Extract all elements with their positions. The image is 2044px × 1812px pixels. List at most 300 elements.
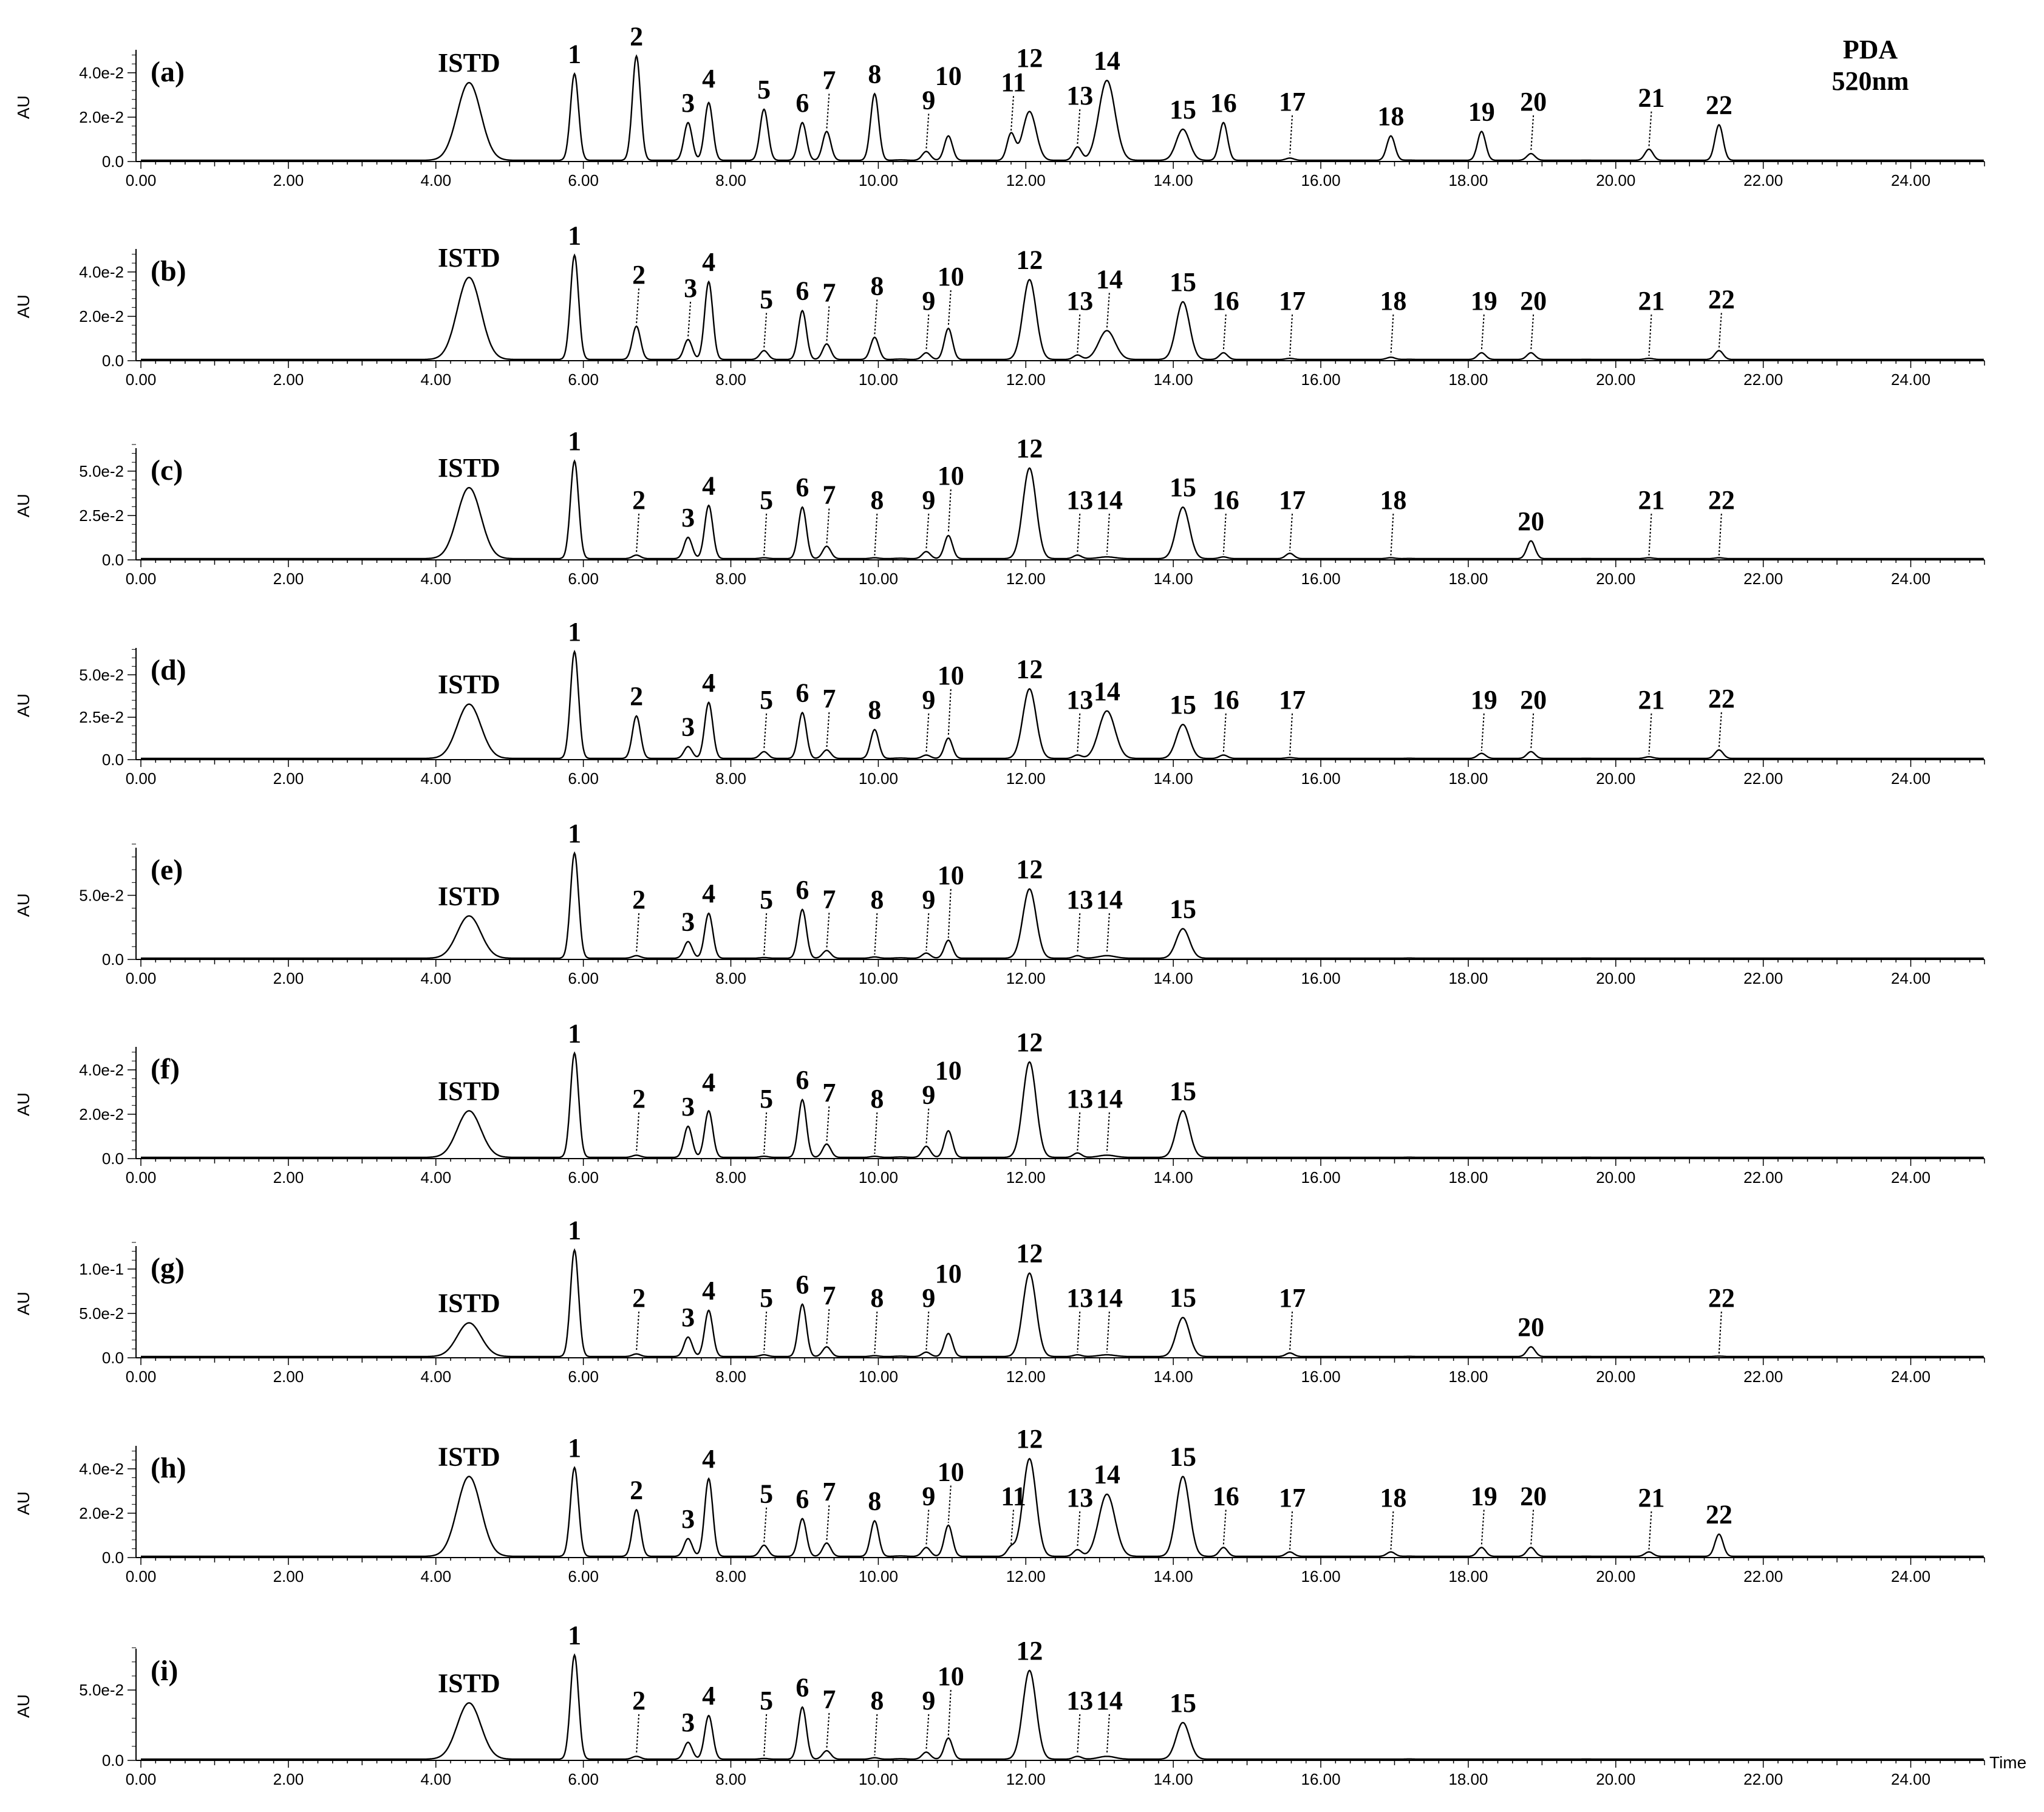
x-tick-label: 10.00 (858, 969, 898, 987)
panel-id-label: (h) (151, 1452, 186, 1484)
x-tick-label: 8.00 (715, 171, 746, 189)
x-tick-label: 24.00 (1891, 1770, 1931, 1788)
peak-label: 15 (1169, 94, 1196, 124)
peak-leader-line (1011, 96, 1013, 131)
x-tick-label: 14.00 (1153, 1567, 1193, 1586)
panel-id-label: (f) (151, 1053, 180, 1085)
peak-label: 15 (1169, 1282, 1196, 1313)
peak-label: 15 (1169, 1442, 1196, 1472)
x-tick-label: 6.00 (568, 570, 599, 588)
peak-label: 6 (795, 874, 809, 905)
peak-label: 14 (1095, 1686, 1123, 1715)
peak-label: 14 (1095, 1283, 1123, 1313)
peak-label: 21 (1638, 685, 1665, 715)
peak-label: 10 (937, 860, 964, 890)
x-tick-label: 6.00 (568, 1368, 599, 1386)
peak-label: 1 (568, 39, 582, 69)
peak-label: 12 (1016, 654, 1043, 684)
peak-label: 4 (702, 1681, 716, 1711)
peak-leader-line (1107, 514, 1109, 554)
x-tick-label: 24.00 (1891, 1567, 1931, 1586)
peak-label: 3 (681, 1091, 695, 1122)
peak-label: 13 (1066, 1686, 1094, 1715)
peak-leader-line (949, 689, 951, 735)
x-tick-label: 24.00 (1891, 769, 1931, 788)
peak-leader-line (926, 913, 928, 951)
peak-label: 7 (822, 1078, 836, 1108)
peak-label: 3 (681, 502, 695, 533)
y-tick-label: 0.0 (101, 751, 124, 769)
x-tick-label: 18.00 (1448, 1770, 1488, 1788)
peak-label: 12 (1016, 43, 1043, 73)
peak-leader-line (1290, 1511, 1292, 1550)
peak-leader-line (1391, 315, 1393, 355)
peak-leader-line (764, 1508, 766, 1543)
peak-label: 15 (1169, 1688, 1196, 1718)
y-tick-label: 0.0 (101, 1751, 124, 1769)
peak-label: 16 (1212, 485, 1239, 515)
x-tick-label: 24.00 (1891, 1168, 1931, 1187)
peak-leader-line (1649, 1511, 1651, 1550)
y-tick-label: 0.0 (101, 1349, 124, 1367)
peak-leader-line (1719, 313, 1722, 348)
peak-leader-line (1290, 714, 1292, 755)
peak-label: ISTD (438, 1442, 500, 1472)
peak-label: ISTD (438, 453, 500, 483)
y-axis-label: AU (14, 494, 33, 517)
y-axis-label: AU (14, 1292, 33, 1315)
x-tick-label: 0.00 (125, 570, 157, 588)
y-axis-label: AU (14, 893, 33, 917)
peak-label: 10 (937, 1457, 964, 1487)
peak-leader-line (874, 299, 877, 335)
x-tick-label: 16.00 (1301, 1168, 1341, 1187)
x-tick-label: 10.00 (858, 171, 898, 189)
peak-label: 2 (632, 1084, 646, 1114)
peak-leader-line (1077, 714, 1080, 752)
peak-label: 9 (922, 286, 936, 316)
peak-label: 10 (935, 61, 962, 91)
y-axis-label: AU (14, 693, 33, 717)
y-tick-label: 0.0 (101, 1150, 124, 1168)
peak-label: 7 (822, 1280, 836, 1310)
peak-leader-line (874, 1312, 877, 1354)
peak-leader-line (1531, 1510, 1533, 1545)
peak-label: 7 (822, 1477, 836, 1507)
peak-label: 13 (1066, 1084, 1094, 1114)
x-tick-label: 14.00 (1153, 1168, 1193, 1187)
peak-leader-line (949, 889, 951, 938)
peak-leader-line (1077, 913, 1080, 953)
peak-label: 6 (795, 678, 809, 708)
x-tick-label: 4.00 (420, 171, 452, 189)
x-tick-label: 22.00 (1743, 1368, 1783, 1386)
x-tick-label: 6.00 (568, 1168, 599, 1187)
chromatogram-trace (141, 853, 1984, 958)
x-tick-label: 24.00 (1891, 370, 1931, 389)
peak-leader-line (1290, 115, 1292, 155)
peak-leader-line (764, 514, 766, 556)
peak-label: 7 (822, 480, 836, 510)
peak-label: 7 (822, 278, 836, 308)
peak-label: 6 (795, 472, 809, 503)
peak-label: 10 (935, 1055, 962, 1086)
peak-label: ISTD (438, 242, 500, 273)
x-tick-label: 12.00 (1006, 1567, 1046, 1586)
peak-leader-line (764, 714, 766, 749)
peak-leader-line (1531, 115, 1533, 151)
x-tick-label: 16.00 (1301, 171, 1341, 189)
peak-label: 10 (935, 1259, 962, 1289)
peak-label: 13 (1066, 1483, 1094, 1513)
peak-label: 3 (681, 712, 695, 742)
x-tick-label: 18.00 (1448, 570, 1488, 588)
x-tick-label: 10.00 (858, 1770, 898, 1788)
chromatogram-trace (141, 652, 1984, 758)
peak-leader-line (1224, 514, 1226, 554)
x-tick-label: 20.00 (1596, 1770, 1636, 1788)
y-tick-label: 5.0e-2 (79, 1681, 124, 1700)
peak-label: 5 (760, 1479, 774, 1509)
x-tick-label: 12.00 (1006, 370, 1046, 389)
peak-leader-line (1107, 1714, 1109, 1754)
x-tick-label: 22.00 (1743, 969, 1783, 987)
peak-label: 9 (922, 685, 936, 715)
peak-label: 8 (868, 695, 882, 725)
peak-leader-line (1224, 714, 1226, 752)
y-tick-label: 2.0e-2 (79, 1504, 124, 1522)
peak-label: ISTD (438, 669, 500, 700)
peak-label: 2 (632, 1283, 646, 1313)
x-tick-label: 20.00 (1596, 570, 1636, 588)
y-tick-label: 2.5e-2 (79, 506, 124, 525)
peak-label: ISTD (438, 48, 500, 78)
peak-leader-line (1290, 1312, 1292, 1350)
peak-label: 5 (760, 685, 774, 715)
peak-label: 13 (1066, 1283, 1094, 1313)
peak-label: 8 (870, 1084, 884, 1114)
peak-label: 22 (1708, 485, 1735, 515)
peak-leader-line (1719, 514, 1722, 556)
x-tick-label: 20.00 (1596, 1368, 1636, 1386)
y-tick-label: 0.0 (101, 950, 124, 969)
x-tick-label: 14.00 (1153, 570, 1193, 588)
peak-leader-line (1482, 1510, 1484, 1545)
peak-label: 17 (1279, 685, 1306, 715)
peak-label: 8 (870, 1283, 884, 1313)
peak-label: 9 (922, 885, 936, 915)
peak-leader-line (636, 1312, 639, 1352)
x-tick-label: 12.00 (1006, 969, 1046, 987)
x-tick-label: 16.00 (1301, 1770, 1341, 1788)
x-tick-label: 14.00 (1153, 171, 1193, 189)
peak-label: ISTD (438, 881, 500, 911)
peak-label: 20 (1520, 1481, 1547, 1511)
peak-label: 1 (568, 1215, 582, 1245)
peak-label: 16 (1212, 286, 1239, 316)
peak-label: 5 (757, 74, 771, 104)
peak-leader-line (1224, 1510, 1226, 1545)
peak-label: 12 (1016, 1424, 1043, 1454)
peak-label: 14 (1095, 264, 1123, 295)
x-tick-label: 18.00 (1448, 969, 1488, 987)
x-tick-label: 6.00 (568, 969, 599, 987)
x-tick-label: 18.00 (1448, 1168, 1488, 1187)
detector-header (1831, 35, 1909, 96)
peak-label: 14 (1093, 46, 1120, 76)
panels (14, 21, 1984, 1788)
x-tick-label: 8.00 (715, 1567, 746, 1586)
x-tick-label: 10.00 (858, 1567, 898, 1586)
peak-label: 12 (1016, 245, 1043, 275)
x-tick-label: 14.00 (1153, 1770, 1193, 1788)
peak-leader-line (826, 94, 829, 129)
x-tick-label: 2.00 (273, 1567, 304, 1586)
peak-label: 21 (1638, 83, 1665, 113)
x-tick-label: 16.00 (1301, 1368, 1341, 1386)
y-axis-label: AU (14, 1491, 33, 1515)
x-tick-label: 12.00 (1006, 1368, 1046, 1386)
x-tick-label: 8.00 (715, 570, 746, 588)
x-tick-label: 6.00 (568, 171, 599, 189)
peak-label: 9 (922, 1283, 936, 1313)
peak-leader-line (1077, 109, 1080, 145)
peak-leader-line (1719, 712, 1722, 748)
peak-label: 18 (1380, 286, 1407, 316)
y-axis-label: AU (14, 95, 33, 119)
peak-label: 11 (1001, 67, 1026, 98)
panel-a (14, 21, 1984, 189)
x-tick-label: 0.00 (125, 769, 157, 788)
peak-label: 13 (1066, 286, 1094, 316)
peak-label: 10 (937, 1661, 964, 1691)
peak-leader-line (926, 114, 928, 149)
peak-leader-line (1077, 1112, 1080, 1151)
peak-leader-line (1077, 1511, 1080, 1547)
peak-label: 15 (1169, 472, 1196, 503)
chromatogram-trace (141, 1250, 1984, 1357)
peak-label: 20 (1520, 685, 1547, 715)
peak-leader-line (874, 514, 877, 556)
x-tick-label: 2.00 (273, 1368, 304, 1386)
y-axis-label: AU (14, 1694, 33, 1718)
peak-leader-line (826, 913, 829, 948)
chromatogram-trace (141, 255, 1984, 359)
peak-leader-line (636, 1112, 639, 1153)
peak-leader-line (926, 514, 928, 549)
peak-label: 13 (1066, 885, 1094, 915)
peak-label: 8 (868, 1486, 882, 1516)
x-tick-label: 16.00 (1301, 969, 1341, 987)
peak-label: 22 (1708, 684, 1735, 714)
peak-label: 5 (760, 885, 774, 915)
peak-leader-line (826, 1309, 829, 1344)
peak-label: 22 (1705, 1499, 1732, 1530)
peak-label: 5 (760, 284, 774, 315)
peak-leader-line (826, 306, 829, 341)
peak-label: 15 (1169, 267, 1196, 297)
x-tick-label: 4.00 (420, 969, 452, 987)
peak-label: 4 (702, 1067, 716, 1097)
x-tick-label: 20.00 (1596, 769, 1636, 788)
y-tick-label: 4.0e-2 (79, 1060, 124, 1079)
x-tick-label: 8.00 (715, 769, 746, 788)
peak-leader-line (874, 1112, 877, 1154)
peak-label: 16 (1212, 685, 1239, 715)
x-tick-label: 22.00 (1743, 1567, 1783, 1586)
peak-label: 2 (632, 885, 646, 915)
panel-c (14, 426, 1984, 588)
peak-leader-line (874, 1714, 877, 1756)
peak-label: 3 (681, 1708, 695, 1738)
panel-b (14, 220, 1984, 389)
peak-label: 15 (1169, 690, 1196, 720)
peak-label: 15 (1169, 1076, 1196, 1106)
peak-label: 13 (1066, 81, 1094, 111)
peak-leader-line (1649, 112, 1651, 147)
y-tick-label: 5.0e-2 (79, 462, 124, 480)
peak-label: 12 (1016, 854, 1043, 884)
panel-id-label: (e) (151, 854, 183, 886)
peak-leader-line (826, 712, 829, 748)
peak-leader-line (1290, 315, 1292, 356)
y-tick-label: 2.0e-2 (79, 1105, 124, 1123)
peak-label: 5 (760, 1084, 774, 1114)
x-tick-label: 2.00 (273, 1770, 304, 1788)
peak-label: 2 (630, 681, 644, 712)
x-tick-label: 8.00 (715, 1770, 746, 1788)
peak-leader-line (926, 1109, 928, 1144)
peak-leader-line (1107, 293, 1109, 329)
x-tick-label: 10.00 (858, 570, 898, 588)
x-tick-label: 4.00 (420, 1770, 452, 1788)
peak-leader-line (688, 302, 690, 337)
peak-leader-line (1719, 1312, 1722, 1354)
peak-label: 1 (568, 1620, 582, 1650)
x-tick-label: 24.00 (1891, 969, 1931, 987)
x-tick-label: 12.00 (1006, 769, 1046, 788)
peak-label: 14 (1093, 1459, 1120, 1490)
peak-label: 12 (1016, 1027, 1043, 1057)
peak-leader-line (949, 290, 951, 326)
x-tick-label: 22.00 (1743, 1770, 1783, 1788)
peak-label: 7 (822, 65, 836, 95)
panel-id-label: (i) (151, 1655, 179, 1687)
peak-leader-line (764, 1312, 766, 1352)
x-tick-label: 18.00 (1448, 769, 1488, 788)
y-tick-label: 2.0e-2 (79, 107, 124, 126)
chromatogram-trace (141, 461, 1984, 559)
peak-label: 1 (568, 426, 582, 457)
y-tick-label: 4.0e-2 (79, 1459, 124, 1478)
peak-label: 20 (1518, 506, 1545, 536)
x-tick-label: 6.00 (568, 1567, 599, 1586)
peak-leader-line (1107, 1112, 1109, 1153)
x-tick-label: 12.00 (1006, 1770, 1046, 1788)
peak-label: 9 (922, 1481, 936, 1511)
x-tick-label: 18.00 (1448, 1368, 1488, 1386)
peak-label: 19 (1468, 97, 1495, 127)
peak-label: 17 (1279, 1483, 1306, 1513)
peak-label: 19 (1470, 1481, 1497, 1511)
peak-label: 3 (681, 87, 695, 118)
x-tick-label: 22.00 (1743, 570, 1783, 588)
x-tick-label: 24.00 (1891, 171, 1931, 189)
panel-d (14, 617, 1984, 788)
peak-label: 2 (632, 1686, 646, 1715)
x-tick-label: 24.00 (1891, 1368, 1931, 1386)
y-tick-label: 5.0e-2 (79, 886, 124, 905)
peak-label: 19 (1470, 286, 1497, 316)
peak-label: 14 (1095, 1084, 1123, 1114)
x-tick-label: 18.00 (1448, 1567, 1488, 1586)
peak-label: 5 (760, 485, 774, 515)
peak-label: 13 (1066, 485, 1094, 515)
y-axis-label: AU (14, 1092, 33, 1116)
peak-label: 1 (568, 818, 582, 848)
peak-label: 4 (702, 879, 716, 909)
x-tick-label: 0.00 (125, 969, 157, 987)
x-tick-label: 10.00 (858, 1368, 898, 1386)
peak-label: 4 (702, 1276, 716, 1306)
peak-label: 1 (568, 1432, 582, 1463)
peak-leader-line (764, 1112, 766, 1154)
peak-label: 17 (1279, 87, 1306, 117)
peak-label: ISTD (438, 1076, 500, 1106)
peak-leader-line (636, 913, 639, 953)
peak-leader-line (926, 1312, 928, 1350)
peak-label: 3 (681, 1504, 695, 1534)
peak-label: 1 (568, 1018, 582, 1049)
peak-label: 18 (1380, 1483, 1407, 1513)
x-tick-label: 22.00 (1743, 769, 1783, 788)
peak-label: 5 (760, 1283, 774, 1313)
x-tick-label: 10.00 (858, 769, 898, 788)
x-tick-label: 14.00 (1153, 969, 1193, 987)
peak-label: 5 (760, 1686, 774, 1715)
peak-leader-line (1011, 1510, 1013, 1545)
peak-leader-line (949, 1690, 951, 1735)
panel-id-label: (b) (151, 255, 186, 287)
x-tick-label: 16.00 (1301, 769, 1341, 788)
peak-leader-line (636, 514, 639, 553)
peak-leader-line (1077, 1312, 1080, 1352)
x-tick-label: 20.00 (1596, 1168, 1636, 1187)
peak-leader-line (764, 313, 766, 348)
x-tick-label: 4.00 (420, 1168, 452, 1187)
peak-leader-line (1531, 315, 1533, 350)
peak-leader-line (1482, 315, 1484, 350)
x-tick-label: 2.00 (273, 769, 304, 788)
x-tick-label: 4.00 (420, 1567, 452, 1586)
x-tick-label: 10.00 (858, 370, 898, 389)
peak-leader-line (636, 1714, 639, 1754)
peak-leader-line (1649, 315, 1651, 356)
x-tick-label: 8.00 (715, 969, 746, 987)
peak-label: 16 (1212, 1481, 1239, 1511)
peak-label: 21 (1638, 286, 1665, 316)
peak-label: 2 (632, 260, 646, 290)
peak-leader-line (926, 1714, 928, 1749)
peak-leader-line (1077, 315, 1080, 353)
x-tick-label: 4.00 (420, 1368, 452, 1386)
peak-leader-line (826, 509, 829, 544)
peak-label: 7 (822, 884, 836, 915)
x-tick-label: 0.00 (125, 1567, 157, 1586)
peak-label: 14 (1093, 676, 1120, 706)
peak-leader-line (826, 1713, 829, 1748)
x-tick-label: 20.00 (1596, 1567, 1636, 1586)
